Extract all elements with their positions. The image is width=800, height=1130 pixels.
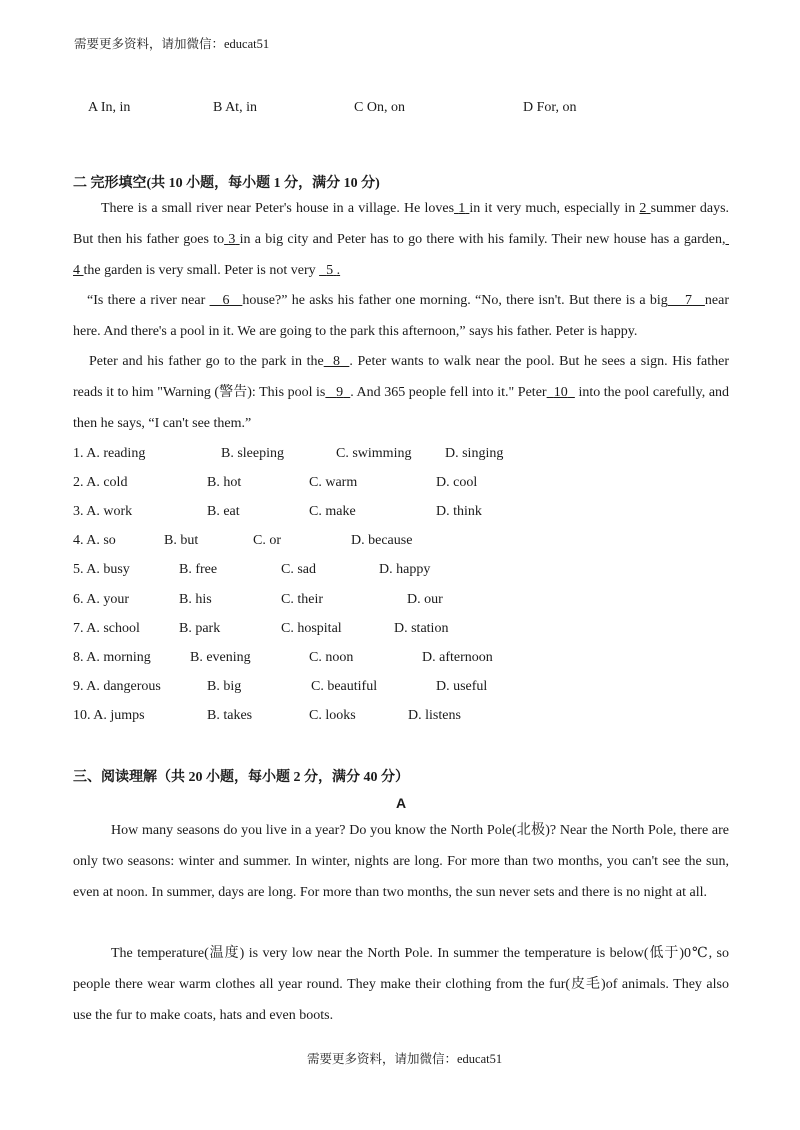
previous-question-options — [0, 100, 800, 120]
passage-label: A — [396, 795, 407, 811]
option-a: A In, in — [88, 100, 131, 115]
section-title-cloze: 二 完形填空(共 10 小题，每小题 1 分，满分 10 分) — [73, 176, 380, 191]
blank-8: 8 — [333, 354, 341, 369]
reading-paragraph-1: How many seasons do you live in a year? Do you know the North Pole(北极)? Near the North Pole, there are only two seasons: winter and summer. In winter, nights are long. For more than two months, you can't see the sun, even at noon. In summer, days are long. For more than two months, the sun never sets and there is no night at all. — [73, 823, 729, 900]
blank-9: 9 — [336, 385, 344, 400]
reading-paragraph-2: The temperature(温度) is very low near the North Pole. In summer the temperature is below(低于)0℃, so people there wear warm clothes all year round. They make their clothing from the fur(皮毛)of animals. They also use the fur to make coats, hats and even boots. — [73, 946, 729, 1023]
page-header: 需要更多资料，请加微信：educat51 — [74, 37, 270, 51]
option-b: B At, in — [213, 100, 257, 115]
blank-3: 3 — [228, 232, 236, 247]
blank-2: 2 — [639, 201, 647, 216]
blank-4: 4 — [73, 263, 80, 278]
blank-1: 1 — [458, 201, 466, 216]
option-d: D For, on — [523, 100, 577, 115]
blank-7: 7 — [685, 293, 693, 308]
cloze-paragraph-3: Peter and his father go to the park in the 8 . Peter wants to walk near the pool. But he sees a sign. His father reads it to him "Warning (警告): This pool is 9 . And 365 people fell into it." Peter 10 into the pool carefully, and then he says, “I can't see them.” — [73, 354, 730, 431]
blank-6: 6 — [222, 293, 230, 308]
cloze-paragraph-1: There is a small river near Peter's house in a village. He loves 1 in it very much, especially in 2 summer days. But then his father goes to 3 in a big city and Peter has to go there with his family. Their new house has a garden, 4 the garden is very small. Peter is not very 5 . — [73, 201, 730, 278]
blank-10: 10 — [553, 385, 568, 400]
cloze-paragraph-2: “Is there a river near 6 house?” he asks his father one morning. “No, there isn't. But there is a big 7 near here. And there's a pool in it. We are going to the park this afternoon,” says his father. Peter is happy. — [73, 293, 730, 339]
section-title-reading: 三、阅读理解（共 20 小题，每小题 2 分，满分 40 分） — [73, 770, 409, 785]
option-c: C On, on — [354, 100, 405, 115]
blank-5: 5 — [326, 263, 334, 278]
page-footer: 需要更多资料，请加微信：educat51 — [307, 1052, 503, 1066]
